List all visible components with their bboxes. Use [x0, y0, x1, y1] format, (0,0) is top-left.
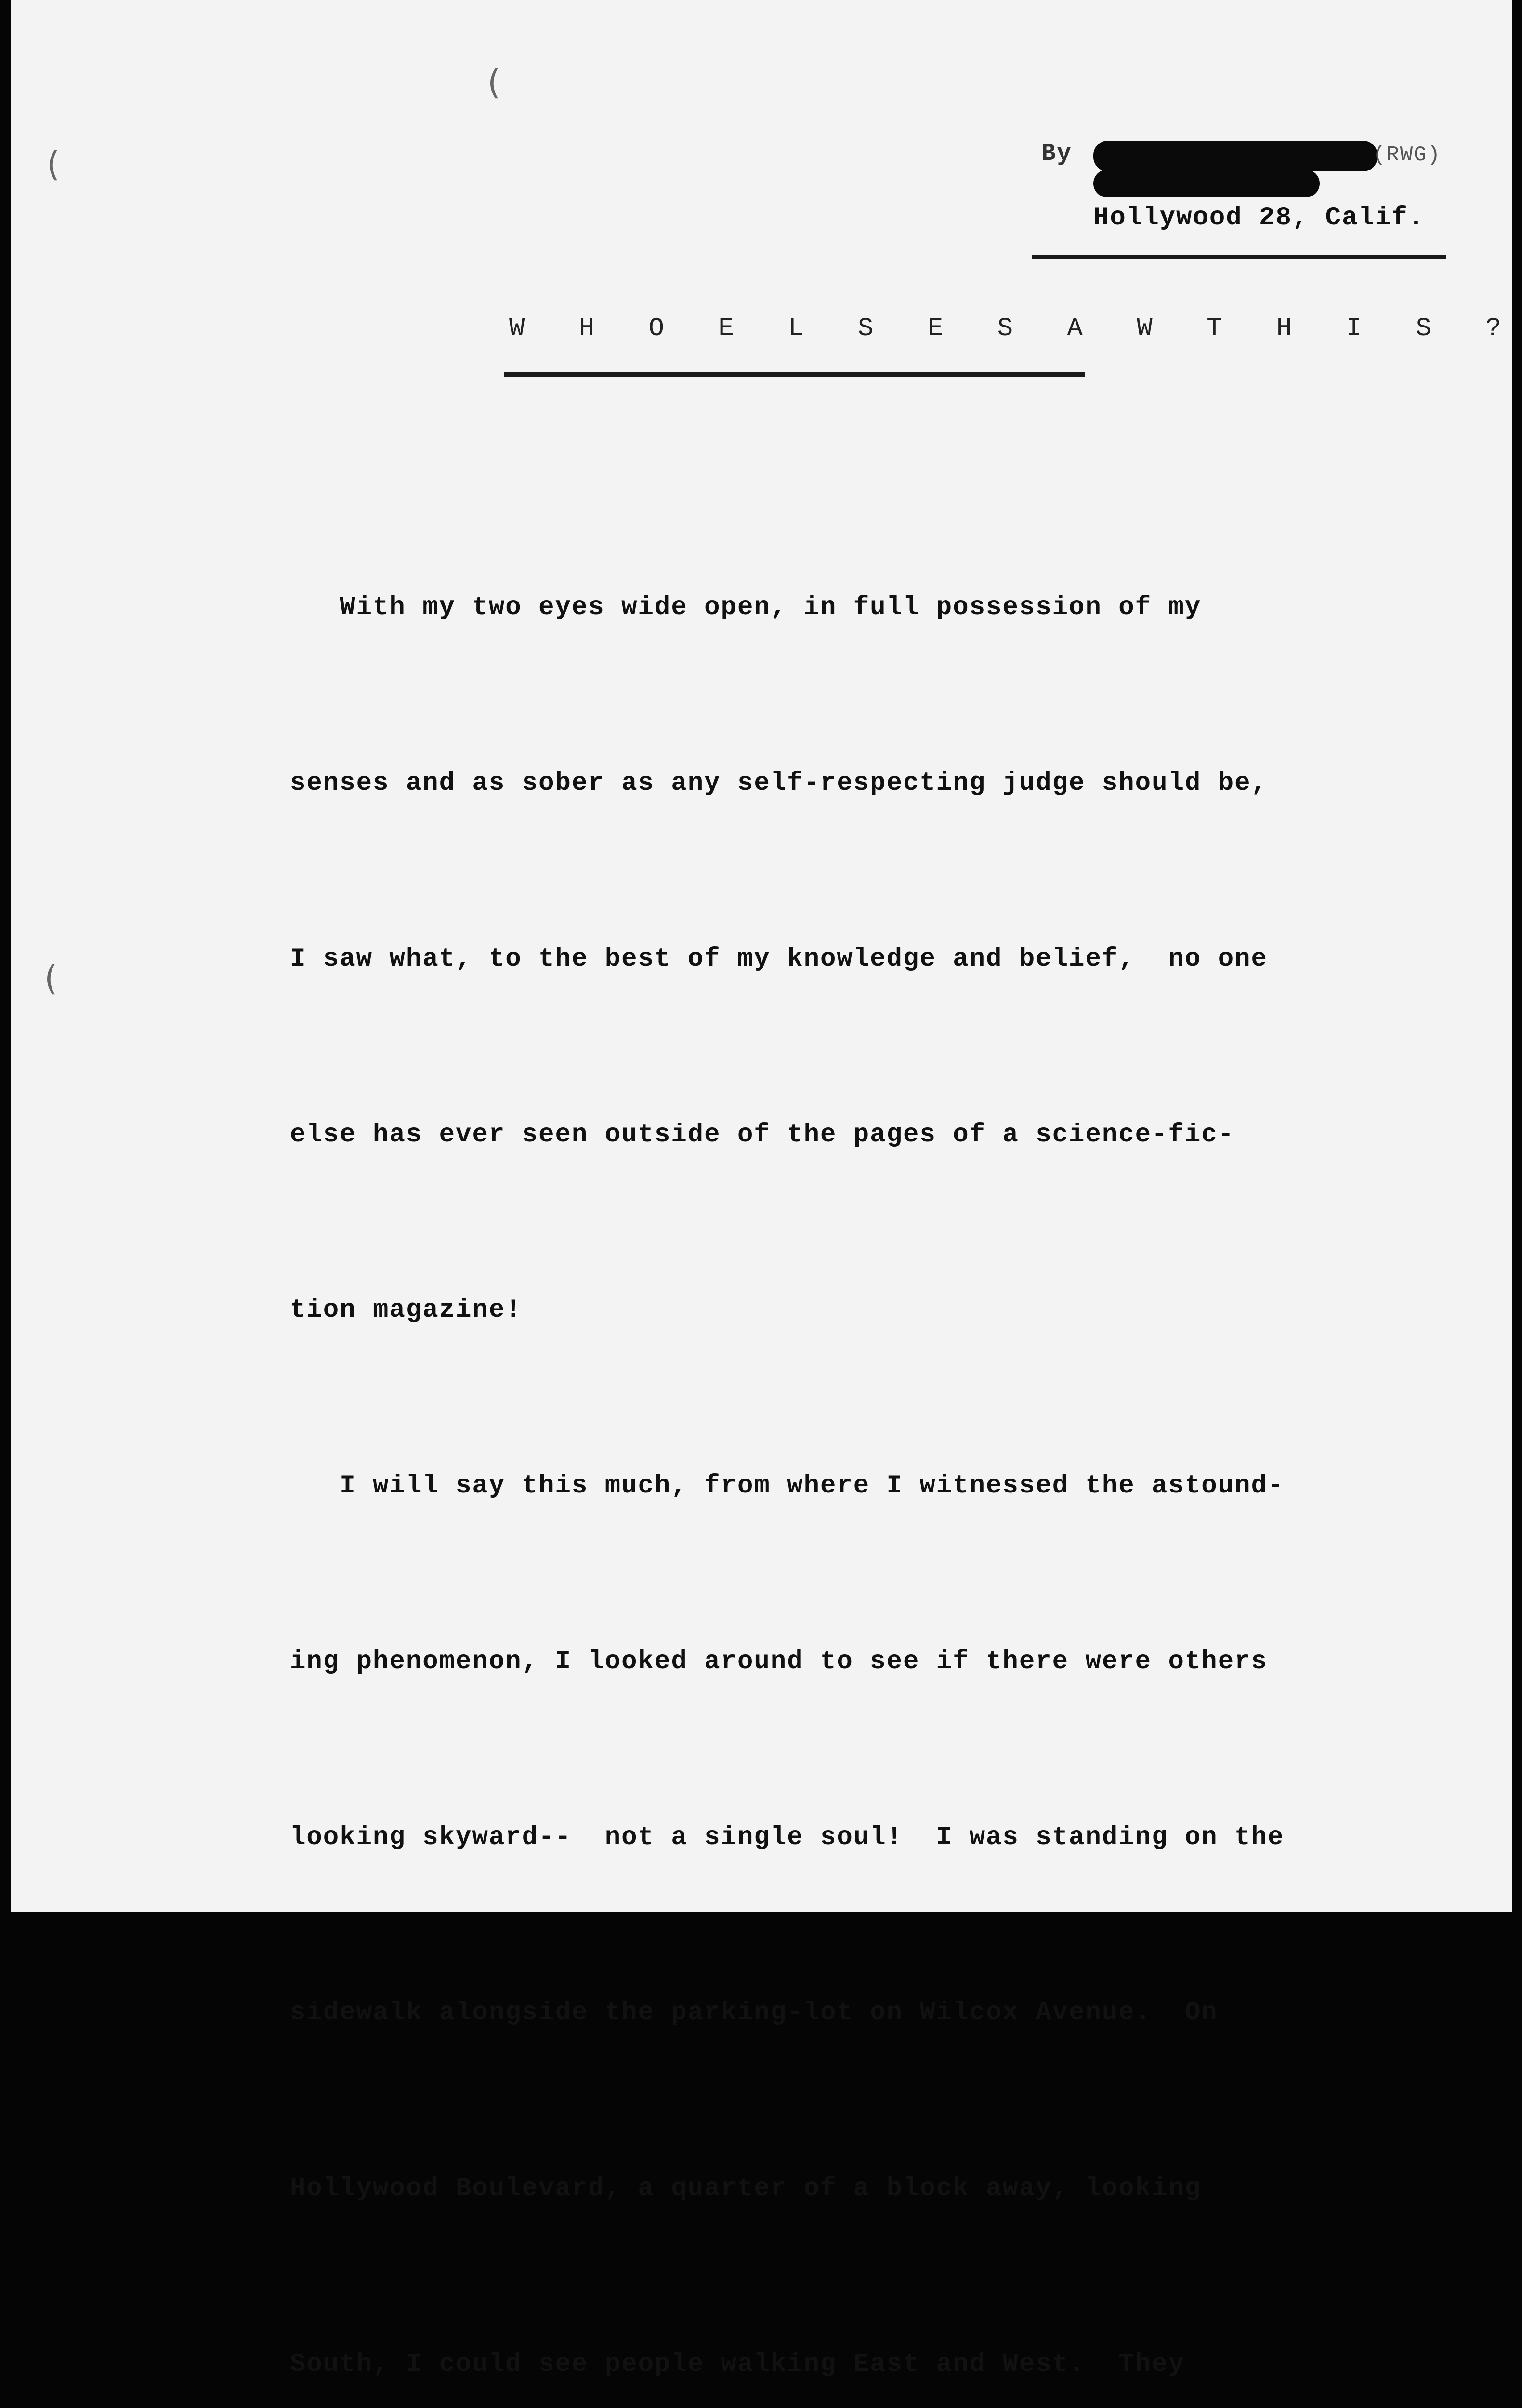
byline-prefix: By [1041, 140, 1073, 168]
text-line: Hollywood Boulevard, a quarter of a block away, looking [290, 2174, 1202, 2204]
text-line: sidewalk alongside the parking-lot on Wilcox Avenue. On [290, 1998, 1218, 2028]
text-line: ing phenomenon, I looked around to see if there were others [290, 1647, 1268, 1676]
byline-initials: (RWG) [1373, 143, 1442, 167]
margin-mark: ( [487, 63, 501, 102]
document-title: W H O E L S E S A W T H I S ? [509, 314, 1521, 343]
text-line: I saw what, to the best of my knowledge and belief, no one [290, 944, 1268, 974]
text-line: South, I could see people walking East and West. They [290, 2350, 1185, 2379]
text-line: senses and as sober as any self-respecting judge should be, [290, 768, 1268, 798]
text-line: else has ever seen outside of the pages of a science-fic- [290, 1120, 1235, 1150]
text-line: tion magazine! [290, 1296, 522, 1325]
title-underline [504, 372, 1085, 377]
redacted-street [1093, 170, 1320, 197]
redacted-name [1093, 141, 1378, 171]
text-line: looking skyward-- not a single soul! I was standing on the [290, 1822, 1285, 1852]
text-line: I will say this much, from where I witnessed the astound- [290, 1471, 1285, 1501]
margin-mark: ( [44, 958, 58, 998]
text-line: With my two eyes wide open, in full possession of my [290, 593, 1202, 623]
sender-address: Hollywood 28, Calif. [1093, 203, 1425, 233]
body-text [290, 461, 1301, 2408]
typewritten-page [11, 0, 1521, 2379]
margin-mark: ( [47, 144, 60, 184]
header-underline [1032, 255, 1446, 259]
